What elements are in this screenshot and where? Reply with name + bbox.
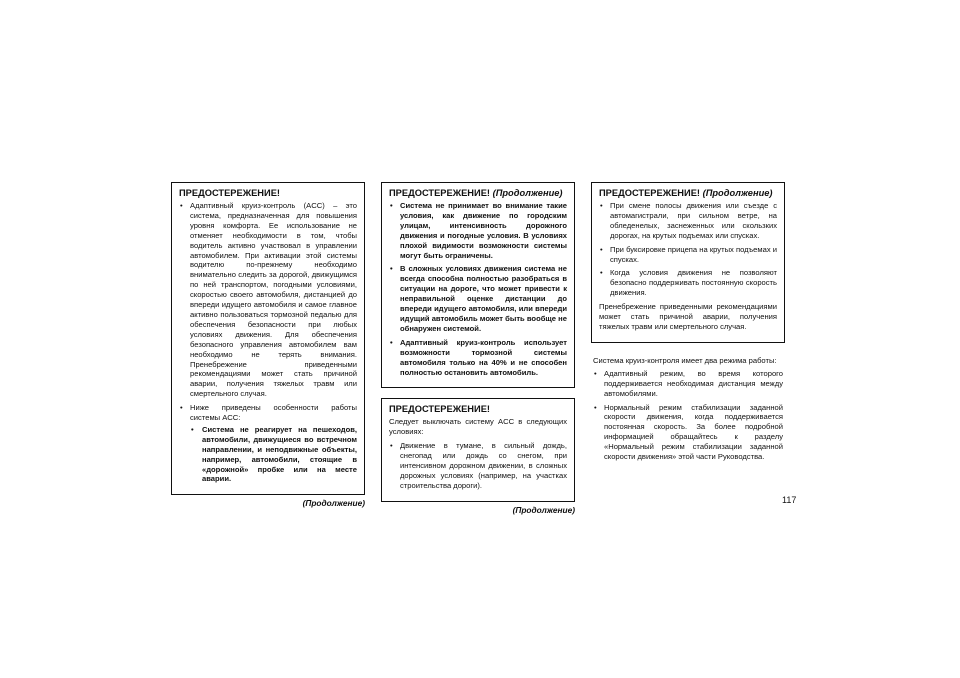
warning-title-text: ПРЕДОСТЕРЕЖЕНИЕ! [389, 188, 490, 198]
body-intro: Система круиз-контроля имеет два режима работы: [593, 355, 777, 365]
warning-title: ПРЕДОСТЕРЕЖЕНИЕ! [179, 188, 280, 198]
warning-box-4 [591, 182, 785, 343]
warning-list [179, 201, 357, 484]
warning-item: • При буксировке прицепа на крутых подъемах и спусках. [599, 245, 777, 265]
warning-item-text: Ниже приведены особенности работы системы ACC: [190, 403, 357, 423]
warning-item [179, 403, 357, 484]
warning-item: • Когда условия движения не позволяют безопасно поддерживать постоянную скорость движения. [599, 268, 777, 298]
continued-label: (Продолжение) [512, 504, 575, 515]
warning-box-3 [381, 398, 575, 501]
warning-item: • Система не принимает во внимание такие условия, как движение по городским улицам, интенсивность дорожного движения и погодные условия. В условиях плохой видимости возможности системы могут быть ограничены. [389, 201, 567, 260]
warning-list [389, 441, 567, 491]
warning-subitem: • Система не реагирует на пешеходов, автомобили, движущиеся во встречном направлении, и неподвижные объекты, например, автомобили, стоящие в «дорожной» пробке или на месте аварии. [190, 425, 357, 484]
warning-list [599, 201, 777, 298]
page-number: 117 [782, 495, 797, 505]
warning-item: • При смене полосы движения или съезде с автомагистрали, при сильном ветре, на обледенелых, заснеженных или скользких дорогах, на крутых подъемах или спусках. [599, 201, 777, 241]
warning-title [389, 188, 567, 198]
warning-item: • В сложных условиях движения система не всегда способна полностью разобраться в ситуации на дороге, что может привести к неправильной оценке дистанции до впереди идущего автомобиля, или впереди идущий автомобиль может быть вообще не обнаружен системой. [389, 264, 567, 333]
body-text [591, 356, 785, 462]
warning-sublist [190, 425, 357, 484]
warning-title-continued: (Продолжение) [492, 188, 563, 198]
warning-item: • Движение в тумане, в сильный дождь, снегопад или дождь со снегом, при интенсивном дорожном движении, в сложных дорожных условиях (например, на участках строительства дороги). [389, 441, 567, 491]
warning-footer: Пренебрежение приведенными рекомендациями может стать причиной аварии, получения тяжелых травм или смертельного случая. [599, 302, 777, 331]
column-3 [591, 182, 785, 466]
warning-box-1 [171, 182, 365, 495]
warning-item: • Адаптивный круиз-контроль использует возможности тормозной системы автомобиля только на 40% и не способен полностью остановить автомобиль. [389, 338, 567, 378]
warning-title [599, 188, 777, 198]
body-item: • Адаптивный режим, во время которого поддерживается необходимая дистанция между автомобилями. [593, 369, 783, 399]
column-1 [171, 182, 365, 508]
warning-intro: Следует выключать систему ACC в следующих условиях: [389, 417, 567, 437]
warning-title-text: ПРЕДОСТЕРЕЖЕНИЕ! [599, 188, 700, 198]
continued-label: (Продолжение) [302, 498, 365, 509]
warning-title-continued: (Продолжение) [702, 188, 773, 198]
body-list [593, 369, 783, 462]
warning-box-2 [381, 182, 575, 388]
warning-title: ПРЕДОСТЕРЕЖЕНИЕ! [389, 404, 490, 415]
warning-item: • Адаптивный круиз-контроль (ACC) – это система, предназначенная для повышения уровня комфорта. Ее использование не отменяет необходимости в том, чтобы водитель активно участвовал в управлении автомобилем. При активации этой системы водителю по-прежнему необходимо внимательно следить за дорогой, движущимся по ней транспортом, погодными условиями, скоростью своего автомобиля, дистанцией до впереди идущего автомобиля и самое главное активно пользоваться тормозной педалью для обеспечения безопасности при любых условиях движения. Для обеспечения безопасного управления автомобилем вам необходимо не терять внимания. Пренебрежение приведенными рекомендациями может стать причиной аварии, получения тяжелых травм или смертельного случая. [179, 201, 357, 399]
column-2 [381, 182, 575, 515]
body-item: • Нормальный режим стабилизации заданной скорости движения, когда поддерживается постоянная скорость. За более подробной информацией обращайтесь к разделу «Нормальный режим стабилизации заданной скорости движения» этой части Руководства. [593, 403, 783, 462]
warning-list [389, 201, 567, 377]
